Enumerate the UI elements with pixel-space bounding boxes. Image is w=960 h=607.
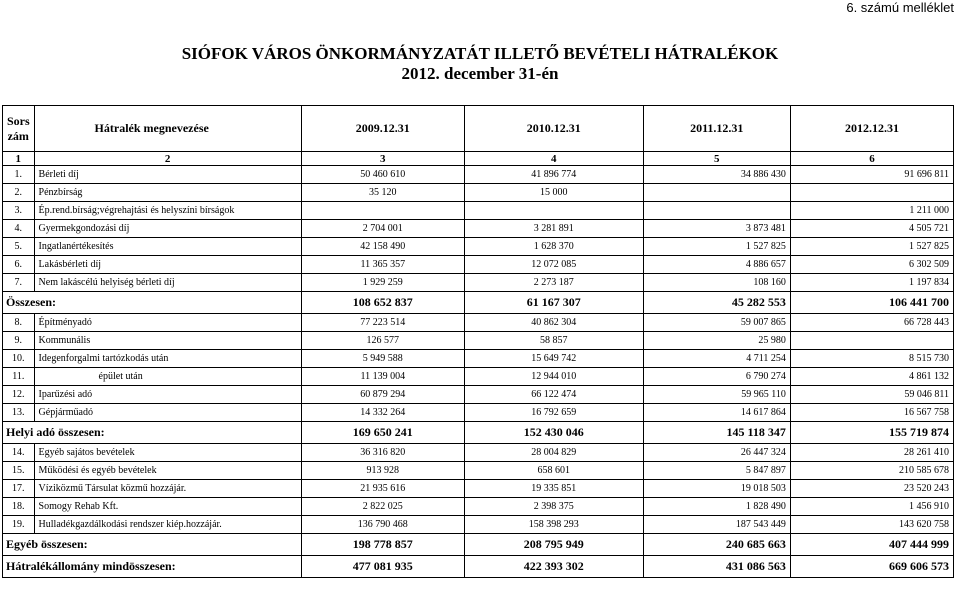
- value-2009: 169 650 241: [301, 422, 464, 444]
- row-number: 13.: [3, 404, 35, 422]
- value-2009: 5 949 588: [301, 350, 464, 368]
- row-number: 8.: [3, 314, 35, 332]
- table-row: [3, 462, 954, 480]
- value-2010: 19 335 851: [464, 480, 643, 498]
- value-2012: 1 211 000: [790, 202, 953, 220]
- value-2012: 6 302 509: [790, 256, 953, 274]
- table-row: [3, 184, 954, 202]
- row-name: Működési és egyéb bevételek: [34, 462, 301, 480]
- table-row: [3, 368, 954, 386]
- header-2011: 2011.12.31: [643, 106, 790, 152]
- column-number: 5: [643, 152, 790, 166]
- column-number: 3: [301, 152, 464, 166]
- row-name: Pénzbírság: [34, 184, 301, 202]
- value-2011: 4 711 254: [643, 350, 790, 368]
- value-2011: 1 527 825: [643, 238, 790, 256]
- subtotal-label: Egyéb összesen:: [3, 534, 302, 556]
- row-name: Nem lakáscélú helyiség bérleti díj: [34, 274, 301, 292]
- table-row: [3, 202, 954, 220]
- table-row: [3, 332, 954, 350]
- arrears-table: [2, 105, 954, 578]
- column-number: 6: [790, 152, 953, 166]
- value-2010: 66 122 474: [464, 386, 643, 404]
- table-row: [3, 498, 954, 516]
- page-title: SIÓFOK VÁROS ÖNKORMÁNYZATÁT ILLETŐ BEVÉTELI HÁTRALÉKOK: [181, 44, 779, 63]
- value-2009: 2 822 025: [301, 498, 464, 516]
- value-2011: 5 847 897: [643, 462, 790, 480]
- value-2010: 1 628 370: [464, 238, 643, 256]
- row-number: 7.: [3, 274, 35, 292]
- value-2010: 12 944 010: [464, 368, 643, 386]
- row-number: 15.: [3, 462, 35, 480]
- header-sorszam: Sors zám: [3, 106, 35, 152]
- value-2011: 108 160: [643, 274, 790, 292]
- column-number: 4: [464, 152, 643, 166]
- value-2009: 35 120: [301, 184, 464, 202]
- value-2010: 15 000: [464, 184, 643, 202]
- value-2011: 187 543 449: [643, 516, 790, 534]
- value-2009: 126 577: [301, 332, 464, 350]
- value-2010: 15 649 742: [464, 350, 643, 368]
- column-number: 2: [34, 152, 301, 166]
- row-number: 9.: [3, 332, 35, 350]
- value-2011: 59 007 865: [643, 314, 790, 332]
- value-2012: 28 261 410: [790, 444, 953, 462]
- row-number: 1.: [3, 166, 35, 184]
- value-2010: 3 281 891: [464, 220, 643, 238]
- value-2012: 210 585 678: [790, 462, 953, 480]
- table-row: [3, 444, 954, 462]
- subtotal-row: [3, 534, 954, 556]
- row-number: 17.: [3, 480, 35, 498]
- row-number: 18.: [3, 498, 35, 516]
- row-name: Víziközmű Társulat közmű hozzájár.: [34, 480, 301, 498]
- subtotal-label: Helyi adó összesen:: [3, 422, 302, 444]
- annex-label: 6. számú melléklet: [846, 0, 954, 15]
- value-2012: 23 520 243: [790, 480, 953, 498]
- value-2010: 2 398 375: [464, 498, 643, 516]
- row-number: 10.: [3, 350, 35, 368]
- value-2012: 669 606 573: [790, 556, 953, 578]
- value-2009: 136 790 468: [301, 516, 464, 534]
- value-2010: 152 430 046: [464, 422, 643, 444]
- value-2011: 6 790 274: [643, 368, 790, 386]
- value-2011: 145 118 347: [643, 422, 790, 444]
- row-number: 5.: [3, 238, 35, 256]
- row-name: Idegenforgalmi tartózkodás után: [34, 350, 301, 368]
- value-2012: 59 046 811: [790, 386, 953, 404]
- value-2009: 1 929 259: [301, 274, 464, 292]
- value-2010: [464, 202, 643, 220]
- header-2010: 2010.12.31: [464, 106, 643, 152]
- subtotal-row: [3, 422, 954, 444]
- page-subtitle: 2012. december 31-én: [401, 64, 559, 83]
- row-name: Egyéb sajátos bevételek: [34, 444, 301, 462]
- value-2012: 4 861 132: [790, 368, 953, 386]
- table-row: [3, 386, 954, 404]
- value-2009: 50 460 610: [301, 166, 464, 184]
- row-name: Gyermekgondozási díj: [34, 220, 301, 238]
- table-row: [3, 220, 954, 238]
- table-row: [3, 256, 954, 274]
- value-2011: 14 617 864: [643, 404, 790, 422]
- value-2012: 91 696 811: [790, 166, 953, 184]
- value-2010: 28 004 829: [464, 444, 643, 462]
- subtotal-label: Összesen:: [3, 292, 302, 314]
- value-2010: 58 857: [464, 332, 643, 350]
- row-name: Somogy Rehab Kft.: [34, 498, 301, 516]
- value-2012: 143 620 758: [790, 516, 953, 534]
- value-2012: 407 444 999: [790, 534, 953, 556]
- value-2012: [790, 184, 953, 202]
- value-2011: [643, 184, 790, 202]
- value-2009: 21 935 616: [301, 480, 464, 498]
- column-number: 1: [3, 152, 35, 166]
- value-2010: 16 792 659: [464, 404, 643, 422]
- value-2012: 4 505 721: [790, 220, 953, 238]
- value-2012: 1 527 825: [790, 238, 953, 256]
- row-name: Gépjárműadó: [34, 404, 301, 422]
- table-row: [3, 350, 954, 368]
- value-2011: 431 086 563: [643, 556, 790, 578]
- value-2012: 155 719 874: [790, 422, 953, 444]
- value-2010: 2 273 187: [464, 274, 643, 292]
- value-2009: 477 081 935: [301, 556, 464, 578]
- value-2009: 11 139 004: [301, 368, 464, 386]
- header-2012: 2012.12.31: [790, 106, 953, 152]
- row-name: Bérleti díj: [34, 166, 301, 184]
- value-2012: 66 728 443: [790, 314, 953, 332]
- column-number-row: [3, 152, 954, 166]
- value-2009: 198 778 857: [301, 534, 464, 556]
- row-name: Kommunális: [34, 332, 301, 350]
- value-2011: 19 018 503: [643, 480, 790, 498]
- value-2011: 4 886 657: [643, 256, 790, 274]
- value-2009: 42 158 490: [301, 238, 464, 256]
- value-2009: 36 316 820: [301, 444, 464, 462]
- value-2011: [643, 202, 790, 220]
- row-number: 6.: [3, 256, 35, 274]
- value-2011: 26 447 324: [643, 444, 790, 462]
- value-2010: 61 167 307: [464, 292, 643, 314]
- row-number: 14.: [3, 444, 35, 462]
- row-name: Hulladékgazdálkodási rendszer kiép.hozzájár.: [34, 516, 301, 534]
- header-row: [3, 106, 954, 152]
- row-name: Ép.rend.bírság;végrehajtási és helyszíni bírságok: [34, 202, 301, 220]
- value-2009: 60 879 294: [301, 386, 464, 404]
- value-2009: 2 704 001: [301, 220, 464, 238]
- subtotal-label: Hátralékállomány mindösszesen:: [3, 556, 302, 578]
- table-row: [3, 404, 954, 422]
- subtotal-row: [3, 556, 954, 578]
- value-2010: 208 795 949: [464, 534, 643, 556]
- value-2009: 108 652 837: [301, 292, 464, 314]
- table-row: [3, 480, 954, 498]
- value-2012: 8 515 730: [790, 350, 953, 368]
- table-row: [3, 238, 954, 256]
- value-2010: 41 896 774: [464, 166, 643, 184]
- row-name: Lakásbérleti díj: [34, 256, 301, 274]
- value-2011: 3 873 481: [643, 220, 790, 238]
- value-2009: 11 365 357: [301, 256, 464, 274]
- row-name: Építményadó: [34, 314, 301, 332]
- row-number: 12.: [3, 386, 35, 404]
- row-name: Ingatlanértékesítés: [34, 238, 301, 256]
- row-number: 19.: [3, 516, 35, 534]
- table-row: [3, 166, 954, 184]
- value-2012: [790, 332, 953, 350]
- table-row: [3, 314, 954, 332]
- value-2009: 913 928: [301, 462, 464, 480]
- value-2011: 34 886 430: [643, 166, 790, 184]
- row-name: Iparűzési adó: [34, 386, 301, 404]
- table-row: [3, 516, 954, 534]
- row-number: 4.: [3, 220, 35, 238]
- value-2010: 12 072 085: [464, 256, 643, 274]
- value-2012: 16 567 758: [790, 404, 953, 422]
- value-2011: 1 828 490: [643, 498, 790, 516]
- row-number: 3.: [3, 202, 35, 220]
- row-number: 2.: [3, 184, 35, 202]
- value-2009: 77 223 514: [301, 314, 464, 332]
- header-name: Hátralék megnevezése: [34, 106, 301, 152]
- value-2012: 1 197 834: [790, 274, 953, 292]
- value-2012: 1 456 910: [790, 498, 953, 516]
- table-row: [3, 274, 954, 292]
- row-number: 11.: [3, 368, 35, 386]
- value-2011: 25 980: [643, 332, 790, 350]
- header-2009: 2009.12.31: [301, 106, 464, 152]
- value-2011: 45 282 553: [643, 292, 790, 314]
- value-2010: 158 398 293: [464, 516, 643, 534]
- value-2009: [301, 202, 464, 220]
- value-2010: 422 393 302: [464, 556, 643, 578]
- value-2010: 658 601: [464, 462, 643, 480]
- subtotal-row: [3, 292, 954, 314]
- value-2009: 14 332 264: [301, 404, 464, 422]
- value-2011: 59 965 110: [643, 386, 790, 404]
- value-2010: 40 862 304: [464, 314, 643, 332]
- row-name: épület után: [34, 368, 301, 386]
- value-2012: 106 441 700: [790, 292, 953, 314]
- value-2011: 240 685 663: [643, 534, 790, 556]
